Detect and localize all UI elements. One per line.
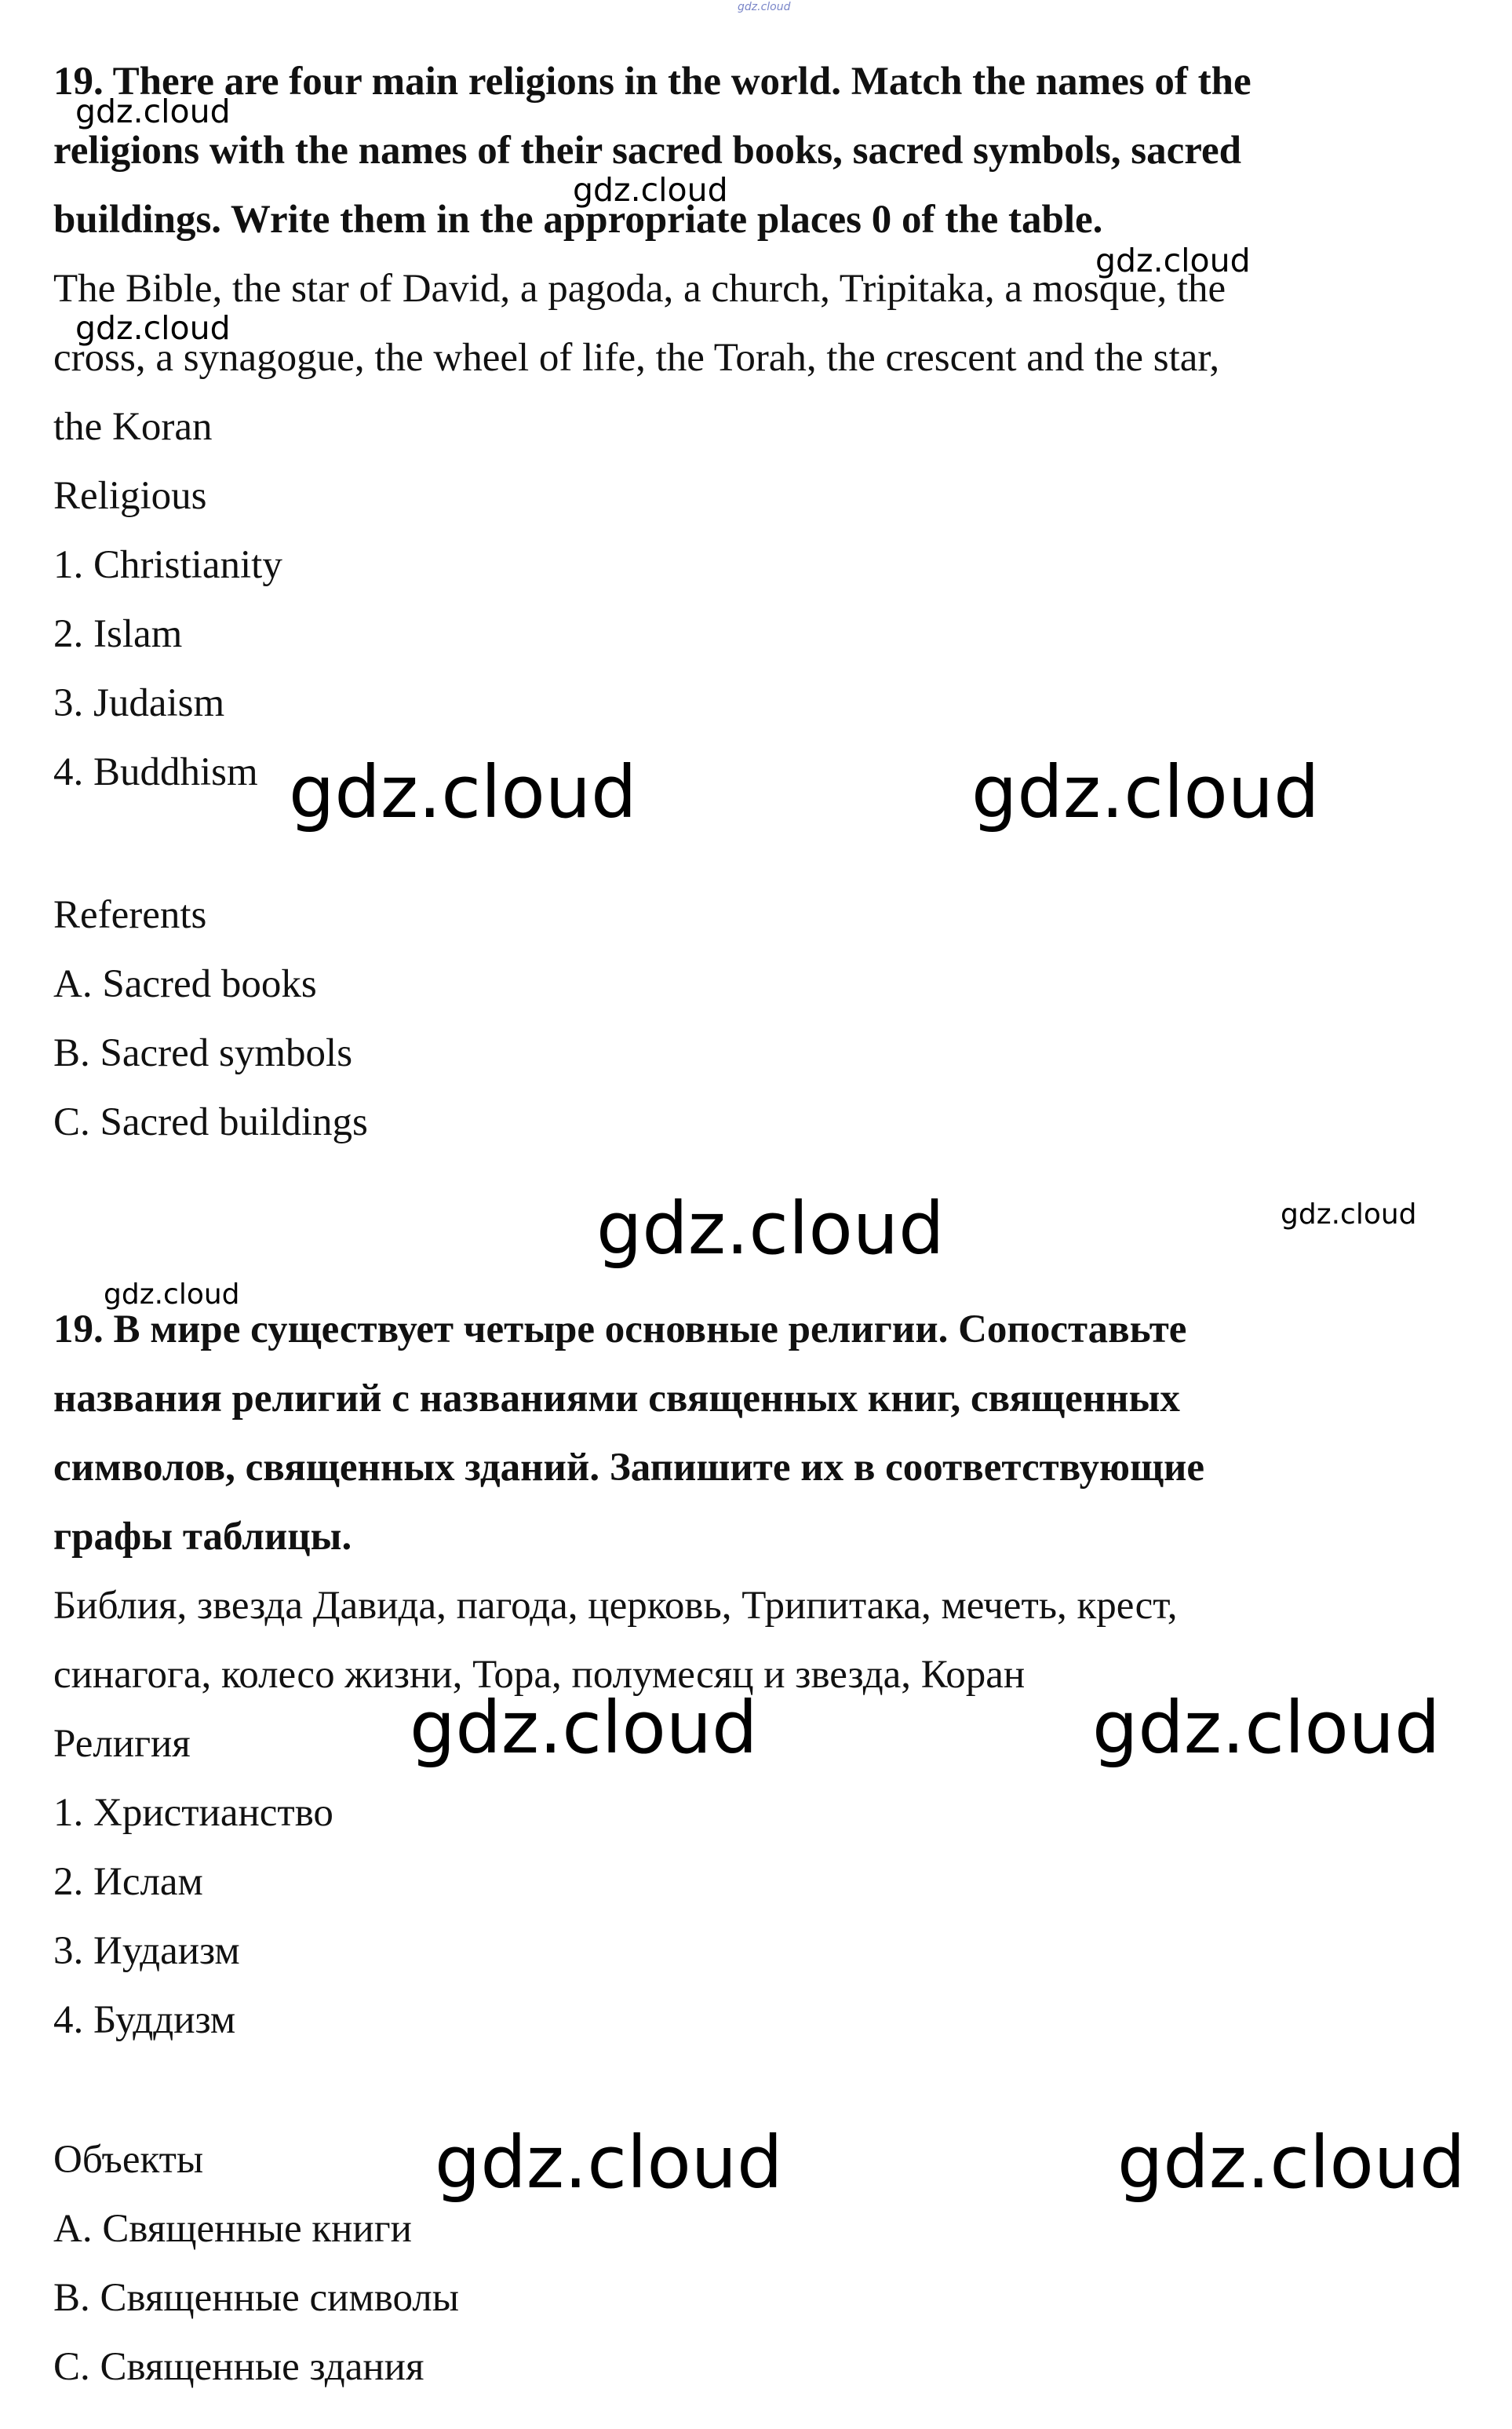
english-referent-item: B. Sacred symbols xyxy=(53,1031,353,1075)
russian-religion-item: 2. Ислам xyxy=(53,1860,203,1904)
russian-object-item: B. Священные символы xyxy=(53,2276,460,2320)
watermark: gdz.cloud xyxy=(435,2121,783,2205)
english-religion-item: 4. Buddhism xyxy=(53,750,258,794)
english-words-line: The Bible, the star of David, a pagoda, a church, Tripitaka, a mosque, the xyxy=(53,267,1226,311)
watermark: gdz.cloud xyxy=(1117,2121,1466,2205)
russian-words-line: синагога, колесо жизни, Тора, полумесяц и звезда, Коран xyxy=(53,1653,1026,1697)
watermark: gdz.cloud xyxy=(971,750,1320,834)
english-task-line: religions with the names of their sacred books, sacred symbols, sacred xyxy=(53,129,1241,173)
english-task-line: 19. There are four main religions in the world. Match the names of the xyxy=(53,60,1251,104)
russian-objects-heading: Объекты xyxy=(53,2138,204,2182)
watermark: gdz.cloud xyxy=(573,171,728,209)
watermark: gdz.cloud xyxy=(75,309,231,347)
english-referent-item: C. Sacred buildings xyxy=(53,1100,368,1144)
watermark: gdz.cloud xyxy=(75,93,231,130)
watermark: gdz.cloud xyxy=(1092,1686,1441,1770)
english-religion-item: 3. Judaism xyxy=(53,681,225,725)
watermark: gdz.cloud xyxy=(410,1686,758,1770)
russian-religion-item: 1. Христианство xyxy=(53,1791,333,1835)
watermark: gdz.cloud xyxy=(289,750,637,834)
russian-task-line: символов, священных зданий. Запишите их в соответствующие xyxy=(53,1446,1205,1490)
russian-object-item: A. Священные книги xyxy=(53,2207,412,2251)
watermark: gdz.cloud xyxy=(104,1278,240,1311)
russian-religion-item: 3. Иудаизм xyxy=(53,1929,240,1973)
english-referent-item: A. Sacred books xyxy=(53,962,317,1006)
russian-words-line: Библия, звезда Давида, пагода, церковь, Трипитака, мечеть, крест, xyxy=(53,1584,1178,1628)
watermark: gdz.cloud xyxy=(1095,242,1251,279)
english-words-line: the Koran xyxy=(53,405,213,449)
english-religion-item: 1. Christianity xyxy=(53,543,282,587)
russian-task-line: 19. В мире существует четыре основные религии. Сопоставьте xyxy=(53,1308,1187,1351)
russian-object-item: C. Священные здания xyxy=(53,2345,424,2389)
top-watermark: gdz.cloud xyxy=(738,1,791,13)
watermark: gdz.cloud xyxy=(1281,1198,1417,1231)
russian-religions-heading: Религия xyxy=(53,1722,191,1766)
english-words-line: cross, a synagogue, the wheel of life, the Torah, the crescent and the star, xyxy=(53,336,1220,380)
russian-task-line: графы таблицы. xyxy=(53,1515,352,1559)
english-referents-heading: Referents xyxy=(53,893,207,937)
russian-religion-item: 4. Буддизм xyxy=(53,1998,236,2042)
watermark: gdz.cloud xyxy=(596,1187,945,1271)
russian-task-line: названия религий с названиями священных книг, священных xyxy=(53,1377,1180,1421)
english-religions-heading: Religious xyxy=(53,474,207,518)
english-task-line: buildings. Write them in the appropriate places 0 of the table. xyxy=(53,198,1103,242)
english-religion-item: 2. Islam xyxy=(53,612,183,656)
